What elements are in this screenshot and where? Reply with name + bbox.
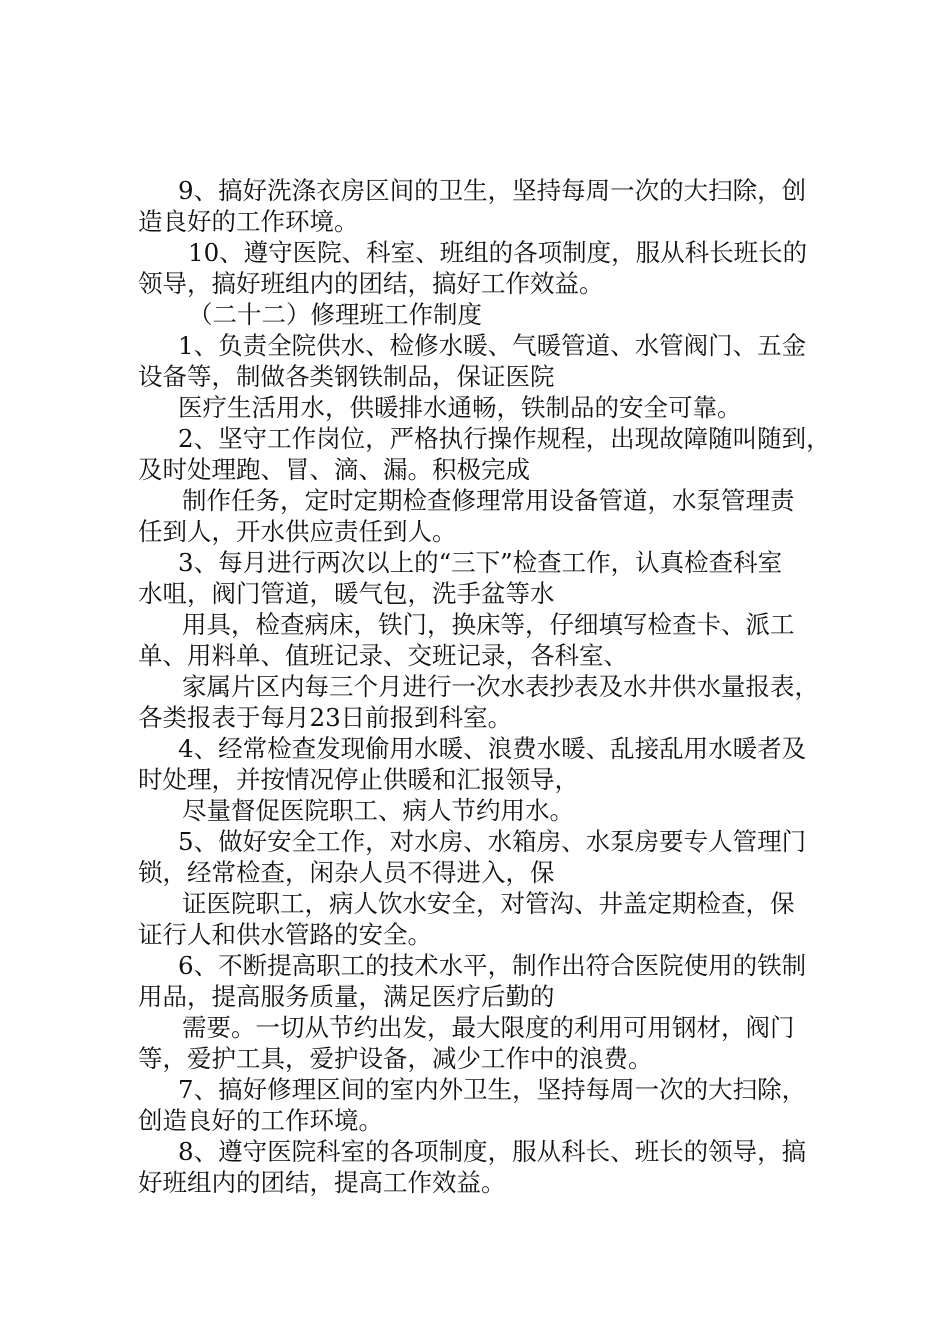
paragraph-repair-3 bbox=[138, 547, 838, 609]
text-line: 水咀，阀门管道，暖气包，洗手盆等水 bbox=[138, 579, 555, 608]
text-line: 锁，经常检查，闲杂人员不得进入，保 bbox=[138, 858, 555, 887]
text-line: 领导，搞好班组内的团结，搞好工作效益。 bbox=[138, 269, 604, 298]
text-line: 尽量督促医院职工、病人节约用水。 bbox=[182, 796, 574, 825]
text-line: 用品，提高服务质量，满足医疗后勤的 bbox=[138, 982, 555, 1011]
paragraph-repair-6-cont bbox=[138, 1012, 838, 1074]
text-line: 证医院职工，病人饮水安全，对管沟、井盖定期检查，保 bbox=[182, 889, 795, 918]
text-line: 用具，检查病床，铁门，换床等，仔细填写检查卡、派工 bbox=[182, 610, 795, 639]
text-line: 制作任务，定时定期检查修理常用设备管道，水泵管理责 bbox=[182, 486, 795, 515]
text-line: 创造良好的工作环境。 bbox=[138, 1106, 383, 1135]
text-line: 好班组内的团结，提高工作效益。 bbox=[138, 1168, 506, 1197]
paragraph-repair-6 bbox=[138, 950, 838, 1012]
text-line: 单、用料单、值班记录、交班记录，各科室、 bbox=[138, 641, 628, 670]
heading-line: （二十二）修理班工作制度 bbox=[188, 300, 482, 329]
text-line: 及时处理跑、冒、滴、漏。积极完成 bbox=[138, 455, 530, 484]
paragraph-repair-3-cont2 bbox=[138, 671, 838, 733]
paragraph-repair-2 bbox=[138, 423, 838, 485]
text-line: 设备等，制做各类钢铁制品，保证医院 bbox=[138, 362, 555, 391]
text-line: 10、遵守医院、科室、班组的各项制度，服从科长班长的 bbox=[188, 238, 808, 267]
text-line: 4、经常检查发现偷用水暖、浪费水暖、乱接乱用水暖者及 bbox=[178, 734, 807, 763]
paragraph-laundry-10 bbox=[138, 237, 838, 299]
document-body bbox=[138, 175, 838, 1198]
paragraph-repair-4 bbox=[138, 733, 838, 795]
paragraph-repair-8 bbox=[138, 1136, 838, 1198]
text-line: 5、做好安全工作，对水房、水箱房、水泵房要专人管理门 bbox=[178, 827, 807, 856]
text-line: 3、每月进行两次以上的“三下”检查工作，认真检查科室 bbox=[178, 548, 783, 577]
text-line: 家属片区内每三个月进行一次水表抄表及水井供水量报表， bbox=[182, 672, 819, 701]
text-line: 等，爱护工具，爱护设备，减少工作中的浪费。 bbox=[138, 1044, 653, 1073]
text-line: 造良好的工作环境。 bbox=[138, 207, 359, 236]
paragraph-repair-5 bbox=[138, 826, 838, 888]
text-line: 任到人，开水供应责任到人。 bbox=[138, 517, 457, 546]
paragraph-repair-1-cont bbox=[138, 392, 838, 423]
paragraph-repair-1 bbox=[138, 330, 838, 392]
text-line: 证行人和供水管路的安全。 bbox=[138, 920, 432, 949]
text-line: 医疗生活用水，供暖排水通畅，铁制品的安全可靠。 bbox=[178, 393, 742, 422]
paragraph-laundry-9 bbox=[138, 175, 838, 237]
section-heading bbox=[138, 299, 838, 330]
paragraph-repair-4-cont bbox=[138, 795, 838, 826]
text-line: 需要。一切从节约出发，最大限度的利用可用钢材，阀门 bbox=[182, 1013, 795, 1042]
paragraph-repair-2-cont bbox=[138, 485, 838, 547]
text-line: 7、搞好修理区间的室内外卫生，坚持每周一次的大扫除， bbox=[178, 1075, 807, 1104]
text-line: 各类报表于每月23日前报到科室。 bbox=[138, 703, 513, 732]
text-line: 8、遵守医院科室的各项制度，服从科长、班长的领导，搞 bbox=[178, 1137, 807, 1166]
paragraph-repair-7 bbox=[138, 1074, 838, 1136]
text-line: 2、坚守工作岗位，严格执行操作规程，出现故障随叫随到， bbox=[178, 424, 831, 453]
text-line: 9、搞好洗涤衣房区间的卫生，坚持每周一次的大扫除，创 bbox=[178, 176, 807, 205]
text-line: 时处理，并按情况停止供暖和汇报领导， bbox=[138, 765, 579, 794]
paragraph-repair-3-cont bbox=[138, 609, 838, 671]
paragraph-repair-5-cont bbox=[138, 888, 838, 950]
text-line: 6、不断提高职工的技术水平，制作出符合医院使用的铁制 bbox=[178, 951, 807, 980]
text-line: 1、负责全院供水、检修水暖、气暖管道、水管阀门、五金 bbox=[178, 331, 807, 360]
